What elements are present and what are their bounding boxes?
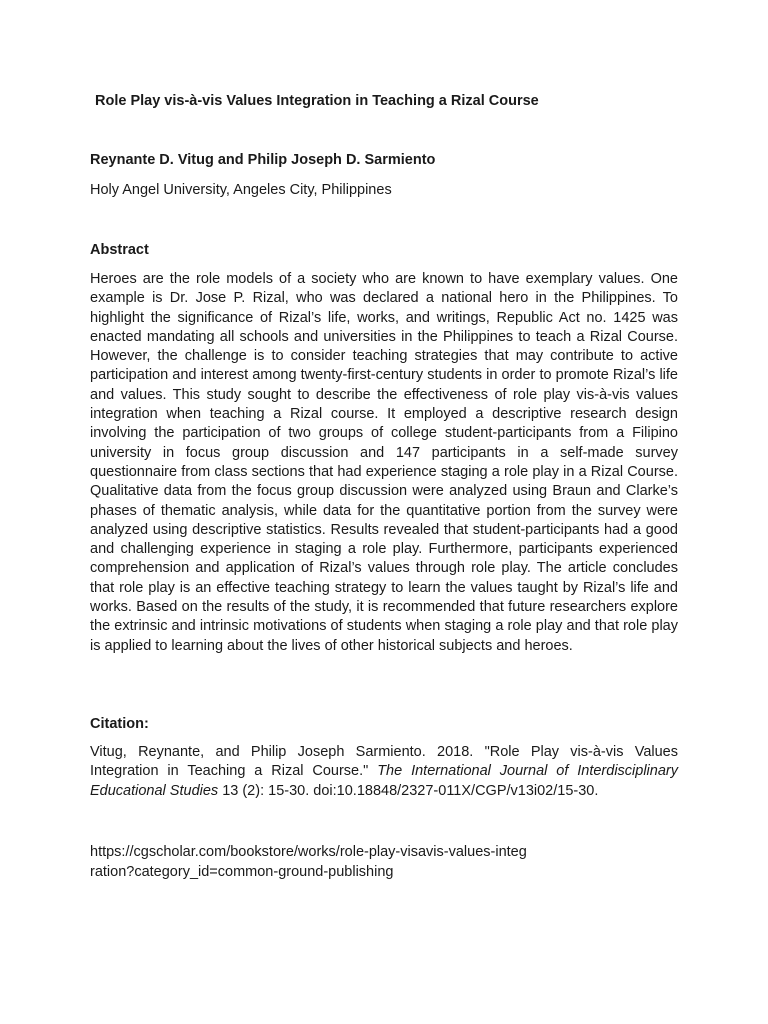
citation-heading: Citation:	[90, 716, 149, 732]
citation-body	[90, 743, 678, 801]
citation-journal: The International Journal of Interdisciplinary Educational Studies	[90, 763, 678, 799]
citation-suffix: 13 (2): 15-30. doi:10.18848/2327-011X/CGP/v13i02/15-30.	[218, 782, 599, 799]
source-url[interactable]: https://cgscholar.com/bookstore/works/role-play-visavis-values-integration?category_id=common-ground-publishing	[90, 844, 527, 880]
abstract-heading: Abstract	[90, 242, 149, 258]
abstract-body: Heroes are the role models of a society who are known to have exemplary values. One example is Dr. Jose P. Rizal, who was declared a national hero in the Philippines. To highlight the significance of Rizal’s life, works, and writings, Republic Act no. 1425 was enacted mandating all schools and universities in the Philippines to teach a Rizal Course. However, the challenge is to consider teaching strategies that may contribute to active participation and interest among twenty-first-century students in order to promote Rizal’s life and values. This study sought to describe the effectiveness of role play vis-à-vis values integration when teaching a Rizal course. It employed a descriptive research design involving the participation of two groups of college student-participants from a Filipino university in focus group discussion and 147 participants in a self-made survey questionnaire from class sections that had experience staging a role play in a Rizal Course. Qualitative data from the focus group discussion were analyzed using Braun and Clarke’s phases of thematic analysis, while data for the quantitative portion from the survey were analyzed using descriptive statistics. Results revealed that student-participants had a good and challenging experience in staging a role play. Furthermore, participants experienced comprehension and application of Rizal’s values through role play. The article concludes that role play is an effective teaching strategy to learn the values taught by Rizal’s life and works. Based on the results of the study, it is recommended that future researchers explore the extrinsic and intrinsic motivations of students when staging a role play and that role play is applied to learning about the lives of other historical subjects and heroes.	[90, 271, 678, 654]
citation-prefix: Vitug, Reynante, and Philip Joseph Sarmiento. 2018. "Role Play vis-à-vis Values Integration in Teaching a Rizal Course."	[90, 744, 678, 780]
paper-title: Role Play vis-à-vis Values Integration in Teaching a Rizal Course	[95, 93, 539, 109]
author-affiliation: Holy Angel University, Angeles City, Philippines	[90, 182, 392, 198]
paper-authors: Reynante D. Vitug and Philip Joseph D. Sarmiento	[90, 152, 436, 168]
